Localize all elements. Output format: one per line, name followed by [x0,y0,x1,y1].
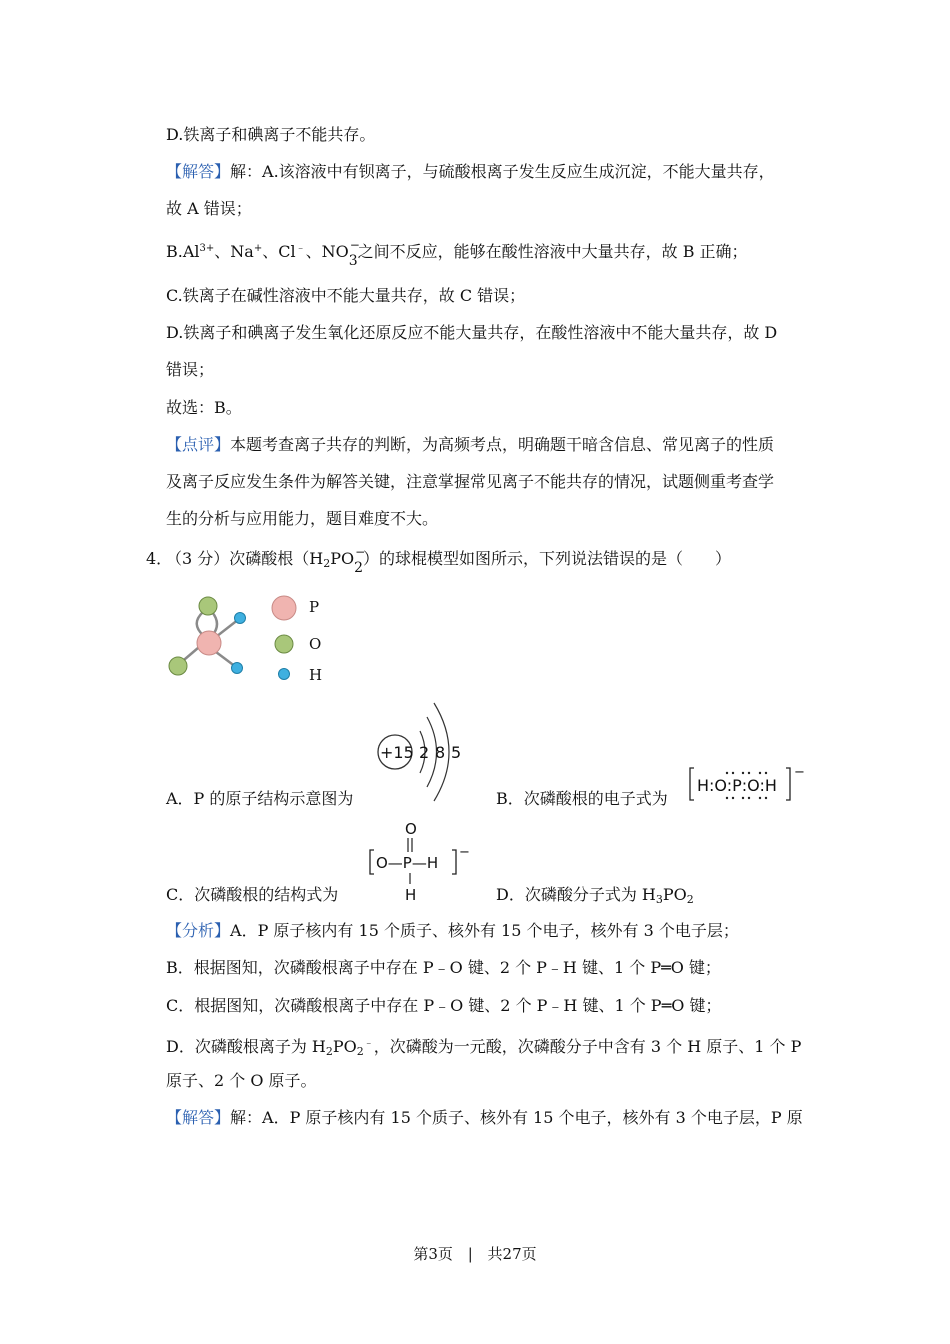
option-d-sub1: 3 [655,893,663,906]
answer-b-line [166,238,748,269]
b-no: 、NO [305,242,349,261]
lewis-bracket-left [690,768,694,800]
answer-d-line-1: D.铁离子和碘离子发生氧化还原反应不能大量共存，在酸性溶液中不能大量共存，故 D [166,323,778,342]
no3-sub: 3 [348,253,358,269]
analysis-d-sup: ﹣ [363,1038,374,1049]
lewis-charge: − [794,765,805,780]
struct-h-bottom: H [405,886,417,904]
atom-o-left [169,657,187,675]
legend-p-icon [272,596,296,620]
question-number: 4． [146,549,173,568]
b-na: 、Na [214,242,254,261]
analysis-d-sub1: 2 [325,1045,333,1058]
analysis-line-d [166,1033,801,1063]
atom-h1 [235,613,246,624]
analysis-line-a [166,920,739,942]
stem-a: （3 分）次磷酸根（H [166,549,324,568]
legend-label-h: H [309,666,323,684]
legend-o-icon [275,635,293,653]
po2-sub: 2 [354,560,364,576]
struct-charge: − [459,845,470,860]
nucleus-label: +15 [380,743,414,762]
answer4-line [166,1107,803,1129]
comment-line-2: 及离子反应发生条件为解答关键，注意掌握常见离子不能共存的情况，试题侧重考查学 [166,472,775,491]
atom-h2 [232,663,243,674]
option-d-text: D.铁离子和碘离子不能共存。 [166,125,376,144]
atom-o-top [199,597,217,615]
answer4-tag: 【解答】 [166,1108,231,1127]
structural-formula [366,818,472,904]
lewis-formula: H:O:P:O:H [697,776,777,795]
no3-sup: − [349,238,360,252]
b-al-sup: 3+ [199,243,215,254]
footer-total: 共27页 [487,1245,537,1263]
option-d [496,884,694,911]
question-stem [166,545,732,576]
answer-d-line-2: 错误； [166,360,215,379]
struct-bracket-left [370,850,374,874]
ball-stick-model [160,592,250,682]
struct-main: O—P—H [376,854,439,872]
page-footer [0,1243,950,1264]
analysis-d-c: ，次磷酸为一元酸，次磷酸分子中含有 3 个 H 原子、1 个 P [373,1037,802,1056]
option-a: A．P 的原子结构示意图为 [166,789,354,808]
analysis-d-b: PO [332,1037,357,1056]
analysis-a: A．P 原子核内有 15 个质子、核外有 15 个电子，核外有 3 个电子层； [230,921,739,940]
b-cl-sup: ﹣ [295,243,306,254]
po2-sup: − [355,545,366,559]
analysis-line-b: B．根据图知，次磷酸根离子中存在 P﹣O 键、2 个 P﹣H 键、1 个 P═O 键； [166,958,721,977]
b-cl: 、Cl [262,242,296,261]
lewis-bracket-right [786,768,790,800]
no3-ion-script [348,238,360,269]
b-al: B.Al [166,242,200,261]
legend-label-p: P [309,598,320,616]
stem-h-sub: 2 [323,557,331,570]
atom-p [197,631,221,655]
stem-c: ）的球棍模型如图所示，下列说法错误的是（ ） [363,549,732,568]
analysis-line-c: C．根据图知，次磷酸根离子中存在 P﹣O 键、2 个 P﹣H 键、1 个 P═O 键； [166,996,722,1015]
analysis-d-a: D．次磷酸根离子为 H [166,1037,326,1056]
comment-line-3: 生的分析与应用能力，题目难度不大。 [166,509,439,528]
shell-count-3: 5 [451,743,462,762]
answer-tag: 【解答】 [166,162,231,181]
shell-count-1: 2 [419,743,430,762]
legend-h-icon [279,669,290,680]
stem-b: PO [330,549,355,568]
lewis-structure [688,762,806,806]
struct-bracket-right [452,850,456,874]
option-d-sub2: 2 [686,893,694,906]
comment-tag: 【点评】 [166,435,231,454]
analysis-tag: 【分析】 [166,921,231,940]
analysis-line-d2: 原子、2 个 O 原子。 [166,1071,317,1090]
struct-o-top: O [405,820,417,838]
answer-text-1: 解：A.该溶液中有钡离子，与硫酸根离子发生反应生成沉淀，不能大量共存， [230,162,775,181]
option-d-a: D．次磷酸分子式为 H [496,885,656,904]
option-d-b: PO [662,885,687,904]
legend-label-o: O [309,635,322,653]
atomic-structure-diagram [372,695,472,805]
b-rest: 之间不反应，能够在酸性溶液中大量共存，故 B 正确； [357,242,748,261]
option-b: B．次磷酸根的电子式为 [496,789,668,808]
answer-c-line: C.铁离子在碱性溶液中不能大量共存，故 C 错误； [166,286,526,305]
answer4-text: 解：A．P 原子核内有 15 个质子、核外有 15 个电子，核外有 3 个电子层，P 原 [230,1108,803,1127]
footer-page: 第3页 [413,1245,453,1263]
po2-ion-script [354,545,366,576]
comment-text-1: 本题考查离子共存的判断，为高频考点，明确题干暗含信息、常见离子的性质 [230,435,775,454]
answer-line-2: 故 A 错误； [166,199,252,218]
comment-line-1 [166,434,774,456]
answer-line-1 [166,161,775,183]
choice-line: 故选：B。 [166,398,242,417]
footer-separator: | [467,1245,473,1263]
b-na-sup: + [253,243,263,254]
option-c: C．次磷酸根的结构式为 [166,885,339,904]
shell-count-2: 8 [435,743,446,762]
analysis-d-sub2: 2 [356,1045,364,1058]
model-legend-icons [268,592,304,688]
